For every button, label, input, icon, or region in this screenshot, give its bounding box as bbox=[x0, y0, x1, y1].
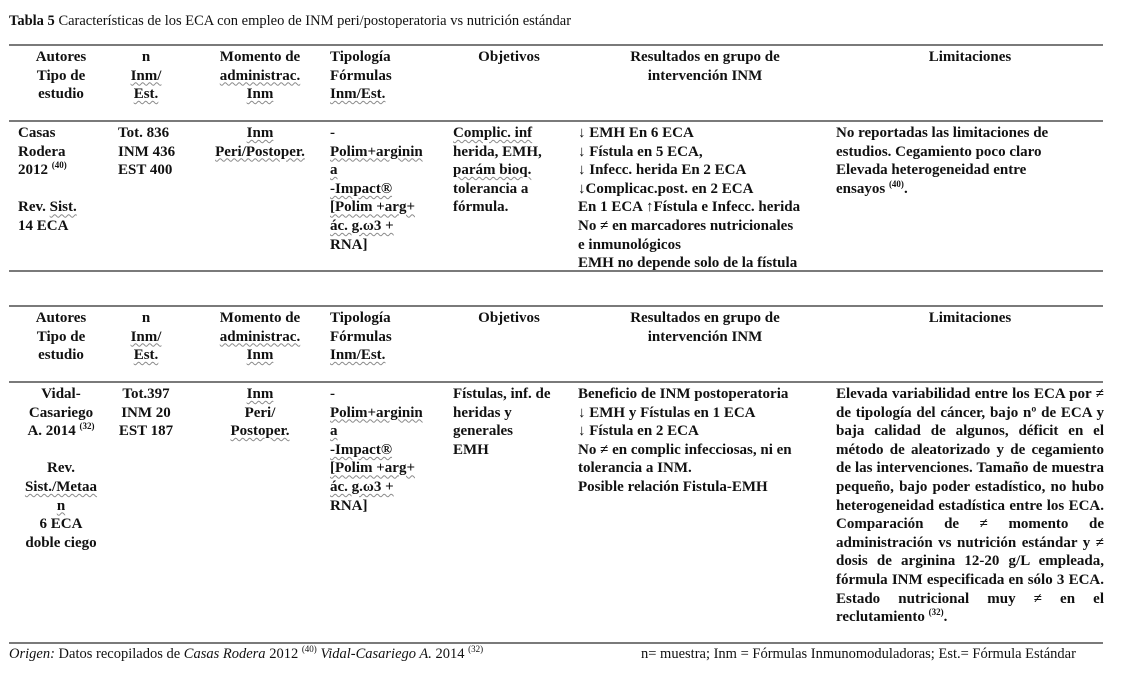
header-autores bbox=[18, 309, 104, 365]
header-limitaciones-line: Limitaciones bbox=[928, 49, 1012, 65]
header-autores-line: Autores bbox=[35, 310, 87, 326]
header-momento-line: administrac. bbox=[219, 328, 301, 345]
cell-line: En 1 ECA ↑Fístula e Infecc. herida bbox=[578, 199, 801, 216]
header-n-line: Inm/ bbox=[130, 328, 162, 345]
cell-line: [Polim +arg+ bbox=[330, 199, 415, 216]
header-tipologia bbox=[330, 48, 392, 104]
source-2-author: Vidal-Casariego A. bbox=[320, 646, 432, 662]
cell-line: No ≠ en complic infecciosas, ni en bbox=[578, 441, 792, 458]
cell-line: e inmunológicos bbox=[578, 236, 681, 253]
cell-line: ↓ EMH y Fístulas en 1 ECA bbox=[578, 404, 756, 421]
row1-autores: Casas Rodera 2012 $^{(40)}$ Rev. Sist. 14 ECA bbox=[18, 125, 77, 234]
header-objetivos bbox=[450, 309, 568, 328]
header-momento-line: Inm bbox=[246, 347, 274, 364]
rule-block-bottom-1 bbox=[9, 270, 1103, 272]
table-source-note bbox=[9, 646, 483, 663]
citation-ref: (32) bbox=[928, 607, 944, 618]
header-resultados-line: intervención INM bbox=[647, 328, 763, 345]
cell-line: - bbox=[330, 125, 335, 141]
rule-header-bottom-1 bbox=[9, 120, 1103, 122]
cell-line: doble ciego bbox=[25, 534, 97, 551]
cell-line: Complic. inf bbox=[453, 125, 533, 141]
header-resultados-line: Resultados en grupo de bbox=[630, 49, 780, 65]
rule-header-bottom-2 bbox=[9, 381, 1103, 383]
cell-line: Casariego bbox=[28, 404, 94, 421]
row1-limitaciones: No reportadas las limitaciones de estudios. Cegamiento poco claro Elevada heterogeneidad entre ensayos $^{(40)}$. bbox=[836, 125, 1049, 197]
row1-resultados bbox=[578, 124, 800, 273]
header-objetivos-line: Objetivos bbox=[478, 310, 540, 326]
cell-line: [Polim +arg+ bbox=[330, 460, 415, 477]
header-tipologia-line: Inm/Est. bbox=[330, 347, 386, 364]
cell-line: Peri/ bbox=[244, 404, 276, 421]
header-n-line: Est. bbox=[133, 347, 159, 364]
header-n bbox=[118, 48, 174, 104]
cell-line: - bbox=[330, 386, 335, 402]
cell-line: No ≠ en marcadores nutricionales bbox=[578, 217, 794, 234]
header-n bbox=[118, 309, 174, 365]
cell-line: Posible relación Fistula-EMH bbox=[578, 478, 768, 495]
header-tipologia-line: Inm/Est. bbox=[330, 86, 386, 103]
cell-line: fórmula. bbox=[453, 199, 509, 216]
table-caption bbox=[9, 13, 571, 30]
cell-line: INM 20 bbox=[121, 404, 171, 421]
header-autores-line: estudio bbox=[38, 86, 84, 103]
cell-line: Casas bbox=[18, 125, 56, 141]
cell-line: EMH no depende solo de la fístula bbox=[578, 255, 798, 272]
cell-line: tolerancia a INM. bbox=[578, 460, 692, 477]
source-1-author: Casas Rodera bbox=[183, 646, 266, 662]
cell-line: EMH bbox=[453, 441, 489, 458]
header-autores-line: Tipo de bbox=[36, 67, 86, 84]
header-resultados-line: intervención INM bbox=[647, 67, 763, 84]
cell-line: tolerancia a bbox=[453, 180, 529, 197]
header-resultados bbox=[580, 48, 830, 85]
cell-line: a bbox=[330, 162, 338, 179]
cell-line: 6 ECA bbox=[39, 516, 83, 533]
header-tipologia bbox=[330, 309, 392, 365]
header-tipologia-line: Fórmulas bbox=[330, 67, 392, 84]
row2-n bbox=[118, 385, 174, 441]
header-objetivos bbox=[450, 48, 568, 67]
row2-tipologia bbox=[330, 385, 423, 515]
header-tipologia-line: Tipología bbox=[330, 49, 391, 65]
cell-line: ↓ Infecc. herida En 2 ECA bbox=[578, 162, 747, 179]
header-resultados bbox=[580, 309, 830, 346]
cell-line: -Impact® bbox=[330, 180, 393, 197]
header-n-line: n bbox=[141, 310, 151, 326]
citation-ref: (40) bbox=[888, 178, 904, 189]
header-n-line: Inm/ bbox=[130, 67, 162, 84]
header-limitaciones-line: Limitaciones bbox=[928, 310, 1012, 326]
cell-line: Tot.397 bbox=[122, 386, 170, 402]
header-resultados-line: Resultados en grupo de bbox=[630, 310, 780, 326]
source-1-year: 2012 bbox=[269, 646, 299, 662]
cell-line: Vidal- bbox=[41, 386, 81, 402]
header-tipologia-line: Fórmulas bbox=[330, 328, 392, 345]
rule-top-2 bbox=[9, 305, 1103, 307]
source-label: Origen: bbox=[9, 646, 55, 662]
header-momento-line: administrac. bbox=[219, 67, 301, 84]
cell-text: Elevada variabilidad entre los ECA por ≠ de tipología del cáncer, bajo nº de ECA y baja calidad de algunos, déficit en el método de aleatorizado y de cegamiento de las intervenciones. Tamaño de muestra pequeño, bajo poder estadístico, no hubo heterogeneidad estadística entre los ECA. Comparación de ≠ momento de administración vs nutrición estándar y ≠ dosis de arginina 12-20 g/L empleada, fórmula INM especificada en sólo 3 ECA. Estado nutricional muy ≠ en el reclutamiento bbox=[836, 386, 1104, 626]
cell-line: herida, EMH, bbox=[453, 143, 542, 160]
header-momento-line: Inm bbox=[246, 86, 274, 103]
cell-line: Elevada heterogeneidad entre bbox=[836, 162, 1027, 179]
cell-line: Postoper. bbox=[230, 423, 290, 440]
header-objetivos-line: Objetivos bbox=[478, 49, 540, 65]
row1-objetivos bbox=[453, 124, 542, 217]
cell-line: ác. g.ω3 + bbox=[330, 217, 394, 234]
cell-line: ↓Complicac.post. en 2 ECA bbox=[578, 180, 754, 197]
row2-objetivos bbox=[453, 385, 551, 459]
cell-line: INM 436 bbox=[118, 143, 176, 160]
header-momento-line: Momento de bbox=[219, 310, 301, 326]
cell-line: Polim+arginin bbox=[330, 404, 423, 421]
cell-line: Fístulas, inf. de bbox=[453, 386, 551, 402]
row2-resultados bbox=[578, 385, 792, 497]
cell-line: EST 400 bbox=[118, 162, 173, 179]
header-autores-line: estudio bbox=[38, 347, 84, 364]
cell-line: Inm bbox=[246, 386, 274, 402]
cell-line: No reportadas las limitaciones de bbox=[836, 125, 1049, 141]
table-caption-label: Tabla 5 bbox=[9, 13, 55, 29]
cell-line: -Impact® bbox=[330, 441, 393, 458]
cell-line: Tot. 836 bbox=[118, 125, 170, 141]
cell-line: EST 187 bbox=[118, 423, 174, 440]
row1-tipologia bbox=[330, 124, 423, 254]
source-text: Datos recopilados de bbox=[58, 646, 181, 662]
cell-line: Peri/Postoper. bbox=[215, 143, 305, 160]
row2-momento bbox=[200, 385, 320, 441]
cell-line: estudios. Cegamiento poco claro bbox=[836, 143, 1042, 160]
header-momento bbox=[208, 309, 312, 365]
cell-line: Rodera bbox=[18, 143, 66, 160]
cell-line: n bbox=[56, 497, 66, 514]
cell-line: ác. g.ω3 + bbox=[330, 478, 394, 495]
header-momento bbox=[208, 48, 312, 104]
cell-line: ensayos bbox=[836, 180, 886, 197]
row2-limitaciones: Elevada variabilidad entre los ECA por ≠ de tipología del cáncer, bajo nº de ECA y baja calidad de algunos, déficit en el método de aleatorizado y de cegamiento de las intervenciones. Tamaño de muestra pequeño, bajo poder estadístico, no hubo heterogeneidad estadística entre los ECA. Comparación de ≠ momento de administración vs nutrición estándar y ≠ dosis de arginina 12-20 g/L empleada, fórmula INM especificada en sólo 3 ECA. Estado nutricional muy ≠ en el reclutamiento $^{(32)}$. bbox=[836, 386, 1104, 626]
cell-line: Beneficio de INM postoperatoria bbox=[578, 386, 789, 402]
cell-line: 14 ECA bbox=[18, 217, 69, 234]
table-legend: n= muestra; Inm = Fórmulas Inmunomoduladoras; Est.= Fórmula Estándar bbox=[641, 646, 1076, 662]
cell-line: heridas y bbox=[453, 404, 512, 421]
header-autores-line: Tipo de bbox=[36, 328, 86, 345]
cell-line: ↓ EMH En 6 ECA bbox=[578, 125, 694, 141]
rule-bottom bbox=[9, 642, 1103, 644]
source-2-year: 2014 bbox=[435, 646, 465, 662]
header-limitaciones bbox=[836, 309, 1104, 328]
header-tipologia-line: Tipología bbox=[330, 310, 391, 326]
header-n-line: n bbox=[141, 49, 151, 65]
citation-ref: (40) bbox=[301, 644, 317, 655]
table-caption-text: Características de los ECA con empleo de INM peri/postoperatoria vs nutrición estándar bbox=[58, 13, 572, 29]
cell-line: ↓ Fístula en 5 ECA, bbox=[578, 143, 703, 160]
cell-line: 2012 bbox=[18, 162, 48, 179]
header-momento-line: Momento de bbox=[219, 49, 301, 65]
rule-top-1 bbox=[9, 44, 1103, 46]
cell-line: RNA] bbox=[330, 236, 368, 253]
row2-autores bbox=[18, 385, 104, 552]
header-autores bbox=[18, 48, 104, 104]
header-n-line: Est. bbox=[133, 86, 159, 103]
cell-line: generales bbox=[453, 423, 513, 440]
cell-line: Rev. bbox=[47, 460, 75, 477]
header-autores-line: Autores bbox=[35, 49, 87, 65]
citation-ref: (32) bbox=[79, 421, 95, 432]
cell-line: Polim+arginin bbox=[330, 143, 423, 160]
cell-line: A. 2014 bbox=[27, 423, 76, 440]
citation-ref: (32) bbox=[468, 644, 484, 655]
cell-line: Sist./Metaa bbox=[24, 478, 98, 495]
header-limitaciones bbox=[836, 48, 1104, 67]
cell-line: parám bioq. bbox=[453, 162, 532, 179]
cell-line: RNA] bbox=[330, 497, 368, 514]
row1-n bbox=[118, 124, 175, 180]
citation-ref: (40) bbox=[51, 160, 67, 171]
cell-line: Inm bbox=[246, 125, 274, 141]
row1-momento bbox=[200, 124, 320, 161]
cell-line: a bbox=[330, 423, 338, 440]
cell-line: ↓ Fístula en 2 ECA bbox=[578, 423, 699, 440]
